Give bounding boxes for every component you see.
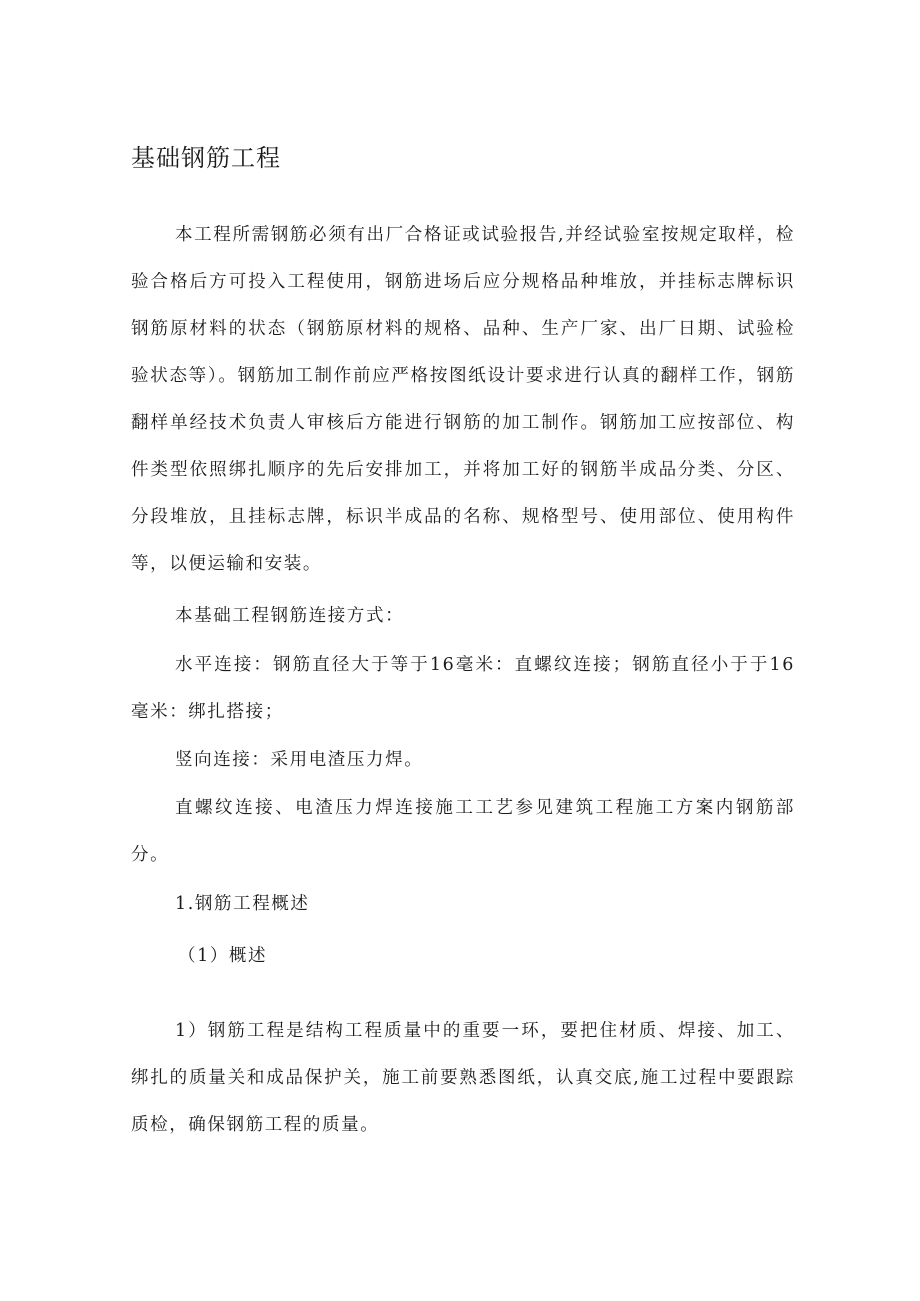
paragraph-connection-methods: 本基础工程钢筋连接方式： (175, 606, 405, 626)
paragraph-vertical-connection: 竖向连接：采用电渣压力焊。 (175, 750, 424, 770)
paragraph-process-reference: 直螺纹连接、电渣压力焊连接施工工艺参见建筑工程施工方案内钢筋部分。 (131, 798, 795, 865)
section-heading-overview: 1.钢筋工程概述 (175, 894, 310, 914)
paragraph-horizontal-connection: 水平连接：钢筋直径大于等于16毫米：直螺纹连接；钢筋直径小于于16毫米：绑扎搭接； (131, 655, 795, 722)
paragraph-quality-importance: 1）钢筋工程是结构工程质量中的重要一环，要把住材质、焊接、加工、绑扎的质量关和成品保护关，施工前要熟悉图纸，认真交底,施工过程中要跟踪质检，确保钢筋工程的质量。 (131, 1021, 795, 1135)
subsection-heading-overview: （1）概述 (178, 946, 268, 966)
document-title: 基础钢筋工程 (131, 144, 281, 172)
paragraph-material-requirements: 本工程所需钢筋必须有出厂合格证或试验报告,并经试验室按规定取样，检验合格后方可投入工程使用，钢筋进场后应分规格品种堆放，并挂标志牌标识钢筋原材料的状态（钢筋原材料的规格、品种、生产厂家、出厂日期、试验检验状态等）。钢筋加工制作前应严格按图纸设计要求进行认真的翻样工作，钢筋翻样单经技术负责人审核后方能进行钢筋的加工制作。钢筋加工应按部位、构件类型依照绑扎顺序的先后安排加工，并将加工好的钢筋半成品分类、分区、分段堆放，且挂标志牌，标识半成品的名称、规格型号、使用部位、使用构件等，以便运输和安装。 (131, 225, 795, 574)
